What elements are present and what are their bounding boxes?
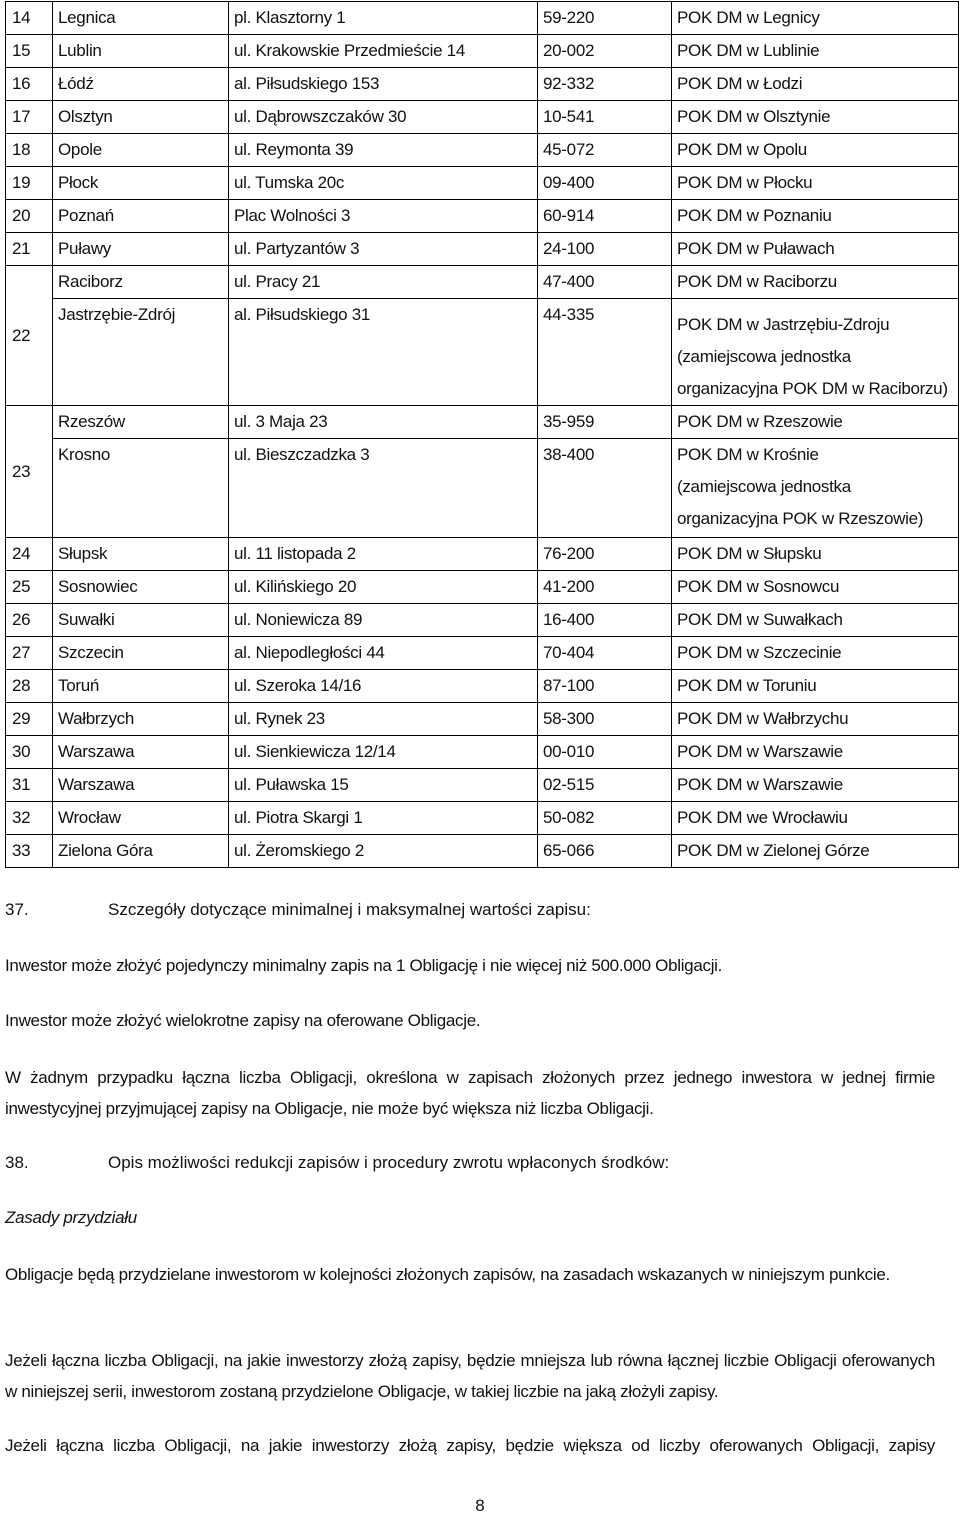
office-cell: POK DM w Słupsku <box>672 538 959 571</box>
office-line: (zamiejscowa jednostka <box>677 347 851 366</box>
city-cell: Poznań <box>53 200 229 233</box>
row-number: 32 <box>6 802 53 835</box>
address-cell: al. Piłsudskiego 153 <box>229 68 538 101</box>
postal-code-cell: 60-914 <box>538 200 672 233</box>
office-cell: POK DM w Rzeszowie <box>672 406 959 439</box>
city-cell: Raciborz <box>53 266 229 299</box>
row-number: 15 <box>6 35 53 68</box>
table-row <box>6 233 959 266</box>
row-number: 28 <box>6 670 53 703</box>
office-cell: POK DM w Szczecinie <box>672 637 959 670</box>
city-cell: Warszawa <box>53 769 229 802</box>
city-cell: Rzeszów <box>53 406 229 439</box>
row-number: 24 <box>6 538 53 571</box>
postal-code-cell: 16-400 <box>538 604 672 637</box>
table-row <box>6 35 959 68</box>
section-37-paragraph-2: Inwestor może złożyć wielokrotne zapisy na oferowane Obligacje. <box>5 1011 481 1030</box>
section-38-title: Opis możliwości redukcji zapisów i procedury zwrotu wpłaconych środków: <box>108 1153 670 1172</box>
city-cell: Opole <box>53 134 229 167</box>
table-row <box>6 2 959 35</box>
office-cell: POK DM w Opolu <box>672 134 959 167</box>
office-cell: POK DM w Łodzi <box>672 68 959 101</box>
city-cell: Sosnowiec <box>53 571 229 604</box>
postal-code-cell: 58-300 <box>538 703 672 736</box>
address-cell: Plac Wolności 3 <box>229 200 538 233</box>
table-row <box>6 167 959 200</box>
row-number: 29 <box>6 703 53 736</box>
address-cell: ul. 11 listopada 2 <box>229 538 538 571</box>
city-cell: Krosno <box>53 439 229 538</box>
city-cell: Lublin <box>53 35 229 68</box>
postal-code-cell: 45-072 <box>538 134 672 167</box>
postal-code-cell: 44-335 <box>538 299 672 406</box>
row-number: 17 <box>6 101 53 134</box>
city-cell: Puławy <box>53 233 229 266</box>
address-cell: ul. Kilińskiego 20 <box>229 571 538 604</box>
office-line: POK DM w Jastrzębiu-Zdroju <box>677 315 890 334</box>
table-row <box>6 439 959 538</box>
city-cell: Łódź <box>53 68 229 101</box>
table-row <box>6 571 959 604</box>
table-row <box>6 802 959 835</box>
table-row <box>6 134 959 167</box>
city-cell: Jastrzębie-Zdrój <box>53 299 229 406</box>
postal-code-cell: 59-220 <box>538 2 672 35</box>
postal-code-cell: 09-400 <box>538 167 672 200</box>
section-37-paragraph-1: Inwestor może złożyć pojedynczy minimalny zapis na 1 Obligację i nie więcej niż 500.000 Obligacji. <box>5 956 723 975</box>
postal-code-cell: 76-200 <box>538 538 672 571</box>
table-row <box>6 670 959 703</box>
row-number: 22 <box>6 266 53 406</box>
section-38-paragraph-2: Jeżeli łączna liczba Obligacji, na jakie inwestorzy złożą zapisy, będzie mniejsza lub równa łącznej liczbie Obligacji oferowanych w niniejszej serii, inwestorom zostaną przydzielone Obligacje, w takiej liczbie na jaką złożyli zapisy. <box>5 1351 935 1401</box>
office-line: organizacyjna POK w Rzeszowie) <box>677 509 924 528</box>
postal-code-cell: 35-959 <box>538 406 672 439</box>
address-cell: ul. Żeromskiego 2 <box>229 835 538 868</box>
office-cell <box>672 439 959 538</box>
section-37-paragraph-3: W żadnym przypadku łączna liczba Obligacji, określona w zapisach złożonych przez jednego inwestora w jednej firmie inwestycyjnej przyjmującej zapisy na Obligacje, nie może być większa niż liczba Obligacji. <box>5 1068 935 1118</box>
office-cell <box>672 299 959 406</box>
table-row <box>6 637 959 670</box>
office-cell: POK DM w Wałbrzychu <box>672 703 959 736</box>
city-cell: Legnica <box>53 2 229 35</box>
address-cell: ul. Sienkiewicza 12/14 <box>229 736 538 769</box>
address-cell: ul. Dąbrowszczaków 30 <box>229 101 538 134</box>
row-number: 27 <box>6 637 53 670</box>
office-cell: POK DM w Zielonej Górze <box>672 835 959 868</box>
table-row <box>6 736 959 769</box>
table-row <box>6 835 959 868</box>
address-cell: pl. Klasztorny 1 <box>229 2 538 35</box>
office-line: organizacyjna POK DM w Raciborzu) <box>677 379 948 398</box>
city-cell: Wałbrzych <box>53 703 229 736</box>
postal-code-cell: 47-400 <box>538 266 672 299</box>
office-cell: POK DM w Płocku <box>672 167 959 200</box>
row-number: 31 <box>6 769 53 802</box>
address-cell: ul. Reymonta 39 <box>229 134 538 167</box>
address-cell: ul. Szeroka 14/16 <box>229 670 538 703</box>
address-cell: ul. Pracy 21 <box>229 266 538 299</box>
row-number: 18 <box>6 134 53 167</box>
table-row <box>6 703 959 736</box>
address-cell: ul. Partyzantów 3 <box>229 233 538 266</box>
row-number: 26 <box>6 604 53 637</box>
office-cell: POK DM we Wrocławiu <box>672 802 959 835</box>
address-cell: ul. 3 Maja 23 <box>229 406 538 439</box>
office-cell: POK DM w Warszawie <box>672 736 959 769</box>
table-row <box>6 299 959 406</box>
section-37-title: Szczegóły dotyczące minimalnej i maksymalnej wartości zapisu: <box>108 900 591 919</box>
row-number: 21 <box>6 233 53 266</box>
section-38-paragraph-3: Jeżeli łączna liczba Obligacji, na jakie inwestorzy złożą zapisy, będzie większa od liczby oferowanych Obligacji, zapisy <box>5 1436 935 1455</box>
table-row <box>6 68 959 101</box>
city-cell: Olsztyn <box>53 101 229 134</box>
table-row <box>6 604 959 637</box>
postal-code-cell: 92-332 <box>538 68 672 101</box>
office-cell: POK DM w Toruniu <box>672 670 959 703</box>
address-cell: al. Niepodległości 44 <box>229 637 538 670</box>
postal-code-cell: 50-082 <box>538 802 672 835</box>
office-line: POK DM w Krośnie <box>677 445 819 464</box>
office-cell: POK DM w Puławach <box>672 233 959 266</box>
postal-code-cell: 65-066 <box>538 835 672 868</box>
section-38-number: 38. <box>5 1153 29 1172</box>
postal-code-cell: 20-002 <box>538 35 672 68</box>
table-row <box>6 406 959 439</box>
city-cell: Słupsk <box>53 538 229 571</box>
table-row <box>6 769 959 802</box>
office-cell: POK DM w Lublinie <box>672 35 959 68</box>
address-cell: ul. Piotra Skargi 1 <box>229 802 538 835</box>
row-number: 14 <box>6 2 53 35</box>
office-cell: POK DM w Sosnowcu <box>672 571 959 604</box>
postal-code-cell: 02-515 <box>538 769 672 802</box>
section-37-number: 37. <box>5 900 29 919</box>
city-cell: Warszawa <box>53 736 229 769</box>
office-cell: POK DM w Warszawie <box>672 769 959 802</box>
city-cell: Płock <box>53 167 229 200</box>
section-38-subtitle: Zasady przydziału <box>5 1208 137 1227</box>
postal-code-cell: 00-010 <box>538 736 672 769</box>
postal-code-cell: 24-100 <box>538 233 672 266</box>
row-number: 16 <box>6 68 53 101</box>
office-cell: POK DM w Olsztynie <box>672 101 959 134</box>
city-cell: Szczecin <box>53 637 229 670</box>
postal-code-cell: 10-541 <box>538 101 672 134</box>
office-cell: POK DM w Poznaniu <box>672 200 959 233</box>
postal-code-cell: 38-400 <box>538 439 672 538</box>
section-38-paragraph-1: Obligacje będą przydzielane inwestorom w kolejności złożonych zapisów, na zasadach wskazanych w niniejszym punkcie. <box>5 1265 890 1284</box>
offices-table <box>5 1 959 868</box>
city-cell: Wrocław <box>53 802 229 835</box>
postal-code-cell: 70-404 <box>538 637 672 670</box>
address-cell: ul. Krakowskie Przedmieście 14 <box>229 35 538 68</box>
address-cell: ul. Noniewicza 89 <box>229 604 538 637</box>
address-cell: ul. Puławska 15 <box>229 769 538 802</box>
row-number: 33 <box>6 835 53 868</box>
row-number: 25 <box>6 571 53 604</box>
office-cell: POK DM w Legnicy <box>672 2 959 35</box>
address-cell: ul. Bieszczadzka 3 <box>229 439 538 538</box>
address-cell: al. Piłsudskiego 31 <box>229 299 538 406</box>
city-cell: Suwałki <box>53 604 229 637</box>
row-number: 30 <box>6 736 53 769</box>
row-number: 23 <box>6 406 53 538</box>
table-row <box>6 266 959 299</box>
row-number: 20 <box>6 200 53 233</box>
table-row <box>6 200 959 233</box>
table-row <box>6 101 959 134</box>
office-cell: POK DM w Suwałkach <box>672 604 959 637</box>
row-number: 19 <box>6 167 53 200</box>
office-line: (zamiejscowa jednostka <box>677 477 851 496</box>
postal-code-cell: 41-200 <box>538 571 672 604</box>
address-cell: ul. Rynek 23 <box>229 703 538 736</box>
address-cell: ul. Tumska 20c <box>229 167 538 200</box>
office-cell: POK DM w Raciborzu <box>672 266 959 299</box>
table-row <box>6 538 959 571</box>
city-cell: Zielona Góra <box>53 835 229 868</box>
city-cell: Toruń <box>53 670 229 703</box>
postal-code-cell: 87-100 <box>538 670 672 703</box>
page-number: 8 <box>475 1496 485 1515</box>
